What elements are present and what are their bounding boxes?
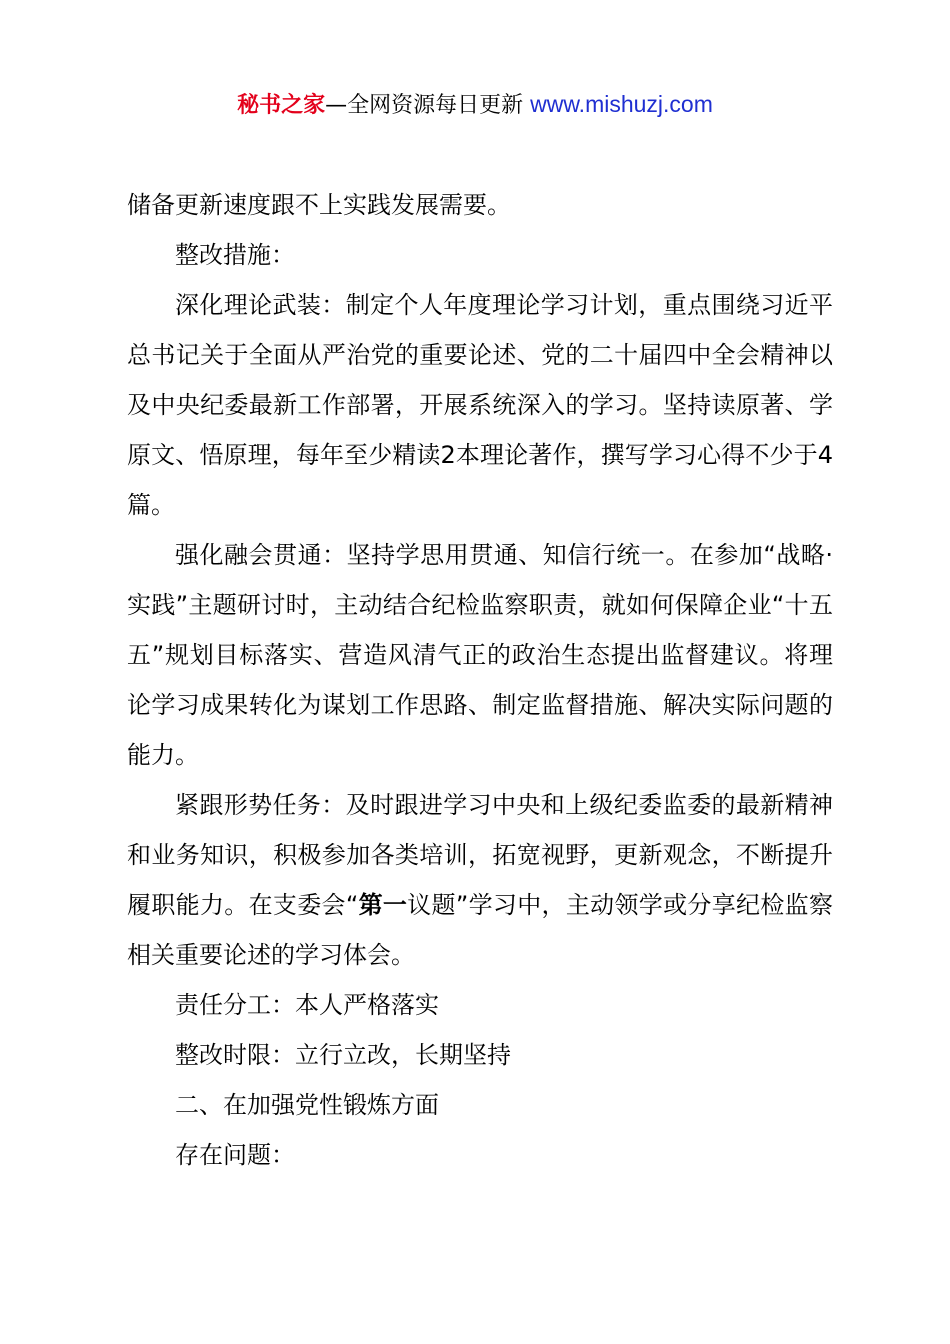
header-tagline: —全网资源每日更新 bbox=[325, 93, 524, 118]
deadline-line: 整改时限：立行立改，长期坚持 bbox=[175, 1041, 511, 1069]
paragraph-continuation: 储备更新速度跟不上实践发展需要。 bbox=[127, 191, 511, 219]
paragraph-tasks-bold: 第一 bbox=[358, 891, 408, 919]
paragraph-theory: 深化理论武装：制定个人年度理论学习计划，重点围绕习近平总书记关于全面从严治党的重要论述、党的二十届四中全会精神以及中央纪委最新工作部署，开展系统深入的学习。坚持读原著、学原文、悟原理，每年至少精读2本理论著作，撰写学习心得不少于4篇。 bbox=[127, 291, 833, 519]
paragraph-tasks-part2: 议题”学习中，主动领学或分享纪检监察相关重要论述的学习体会。 bbox=[127, 891, 834, 969]
paragraph-tasks bbox=[127, 780, 833, 980]
page-header bbox=[0, 88, 950, 122]
section-label-measures: 整改措施： bbox=[175, 241, 295, 269]
paragraph-tasks-part1: 紧跟形势任务：及时跟进学习中央和上级纪委监委的最新精神和业务知识，积极参加各类培训，拓宽视野，更新观念，不断提升履职能力。在支委会“ bbox=[127, 791, 833, 919]
section-heading-two: 二、在加强党性锻炼方面 bbox=[175, 1091, 439, 1119]
section-label-problems: 存在问题： bbox=[175, 1141, 295, 1169]
responsibility-line: 责任分工：本人严格落实 bbox=[175, 991, 439, 1019]
document-body bbox=[127, 180, 833, 1180]
brand-name: 秘书之家 bbox=[237, 93, 326, 118]
website-link[interactable]: www.mishuzj.com bbox=[530, 91, 713, 117]
paragraph-integration: 强化融会贯通：坚持学思用贯通、知信行统一。在参加“战略·实践”主题研讨时，主动结合纪检监察职责，就如何保障企业“十五五”规划目标落实、营造风清气正的政治生态提出监督建议。将理论学习成果转化为谋划工作思路、制定监督措施、解决实际问题的能力。 bbox=[127, 541, 833, 769]
